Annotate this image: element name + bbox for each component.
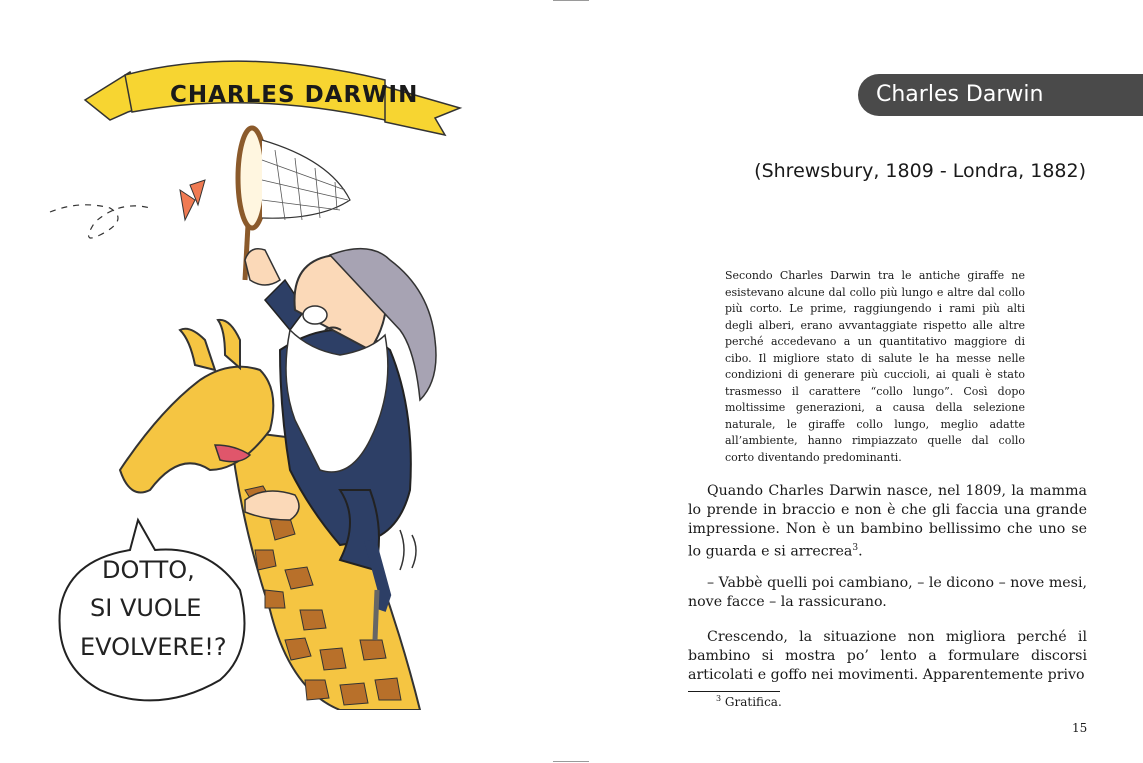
footnote-text: Gratifica. [724, 695, 782, 709]
bubble-line-3: EVOLVERE!? [80, 633, 227, 661]
page-number: 15 [1072, 721, 1088, 735]
butterfly-icon [180, 180, 205, 220]
paragraph-1 [688, 482, 1087, 562]
footnote-marker: 3 [716, 694, 722, 703]
darwin-head [286, 249, 436, 472]
paragraph-2 [688, 574, 1087, 612]
banner-text: CHARLES DARWIN [170, 82, 419, 108]
footnote-rule [688, 691, 780, 692]
chapter-subtitle: (Shrewsbury, 1809 - Londra, 1882) [754, 160, 1086, 182]
bubble-line-2: SI VUOLE [90, 594, 202, 622]
banner [85, 61, 460, 135]
paragraph-1-text: Quando Charles Darwin nasce, nel 1809, la mamma lo prende in braccio e non è che gli faccia una grande impressione. Non è un bambino bellissimo che uno se lo guarda e si arrecrea [688, 483, 1087, 560]
speech-bubble [60, 520, 245, 700]
paragraph-2-text: – Vabbè quelli poi cambiano, – le dicono – nove mesi, nove facce – la rassicurano. [688, 575, 1087, 610]
chapter-title: Charles Darwin [858, 74, 1143, 116]
paragraph-3 [688, 628, 1087, 685]
footnote [716, 694, 782, 709]
footnote-ref: 3 [852, 543, 859, 553]
bubble-line-1: DOTTO, [102, 556, 195, 584]
darwin-giraffe-illustration [40, 50, 520, 710]
left-page [0, 0, 571, 763]
paragraph-1-end: . [858, 543, 863, 560]
paragraph-3-text: Crescendo, la situazione non migliora perché il bambino si mostra po’ lento a formulare discorsi articolati e goffo nei movimenti. Apparentemente privo [688, 629, 1087, 683]
intro-quote: Secondo Charles Darwin tra le antiche giraffe ne esistevano alcune dal collo più lungo e altre dal collo più corto. Le prime, raggiungendo i rami più alti degli alberi, erano avvantaggiate rispetto alle altre perché accedevano a un quantitativo maggiore di cibo. Il migliore stato di salute le ha messe nelle condizioni di generare più cuccioli, ai quali è stato trasmesso il carattere “collo lungo”. Così dopo moltissime generazioni, a causa della selezione naturale, le giraffe collo lungo, meglio adatte all’ambiente, hanno rimpiazzato quelle dal collo corto diventando predominanti. [725, 269, 1025, 464]
